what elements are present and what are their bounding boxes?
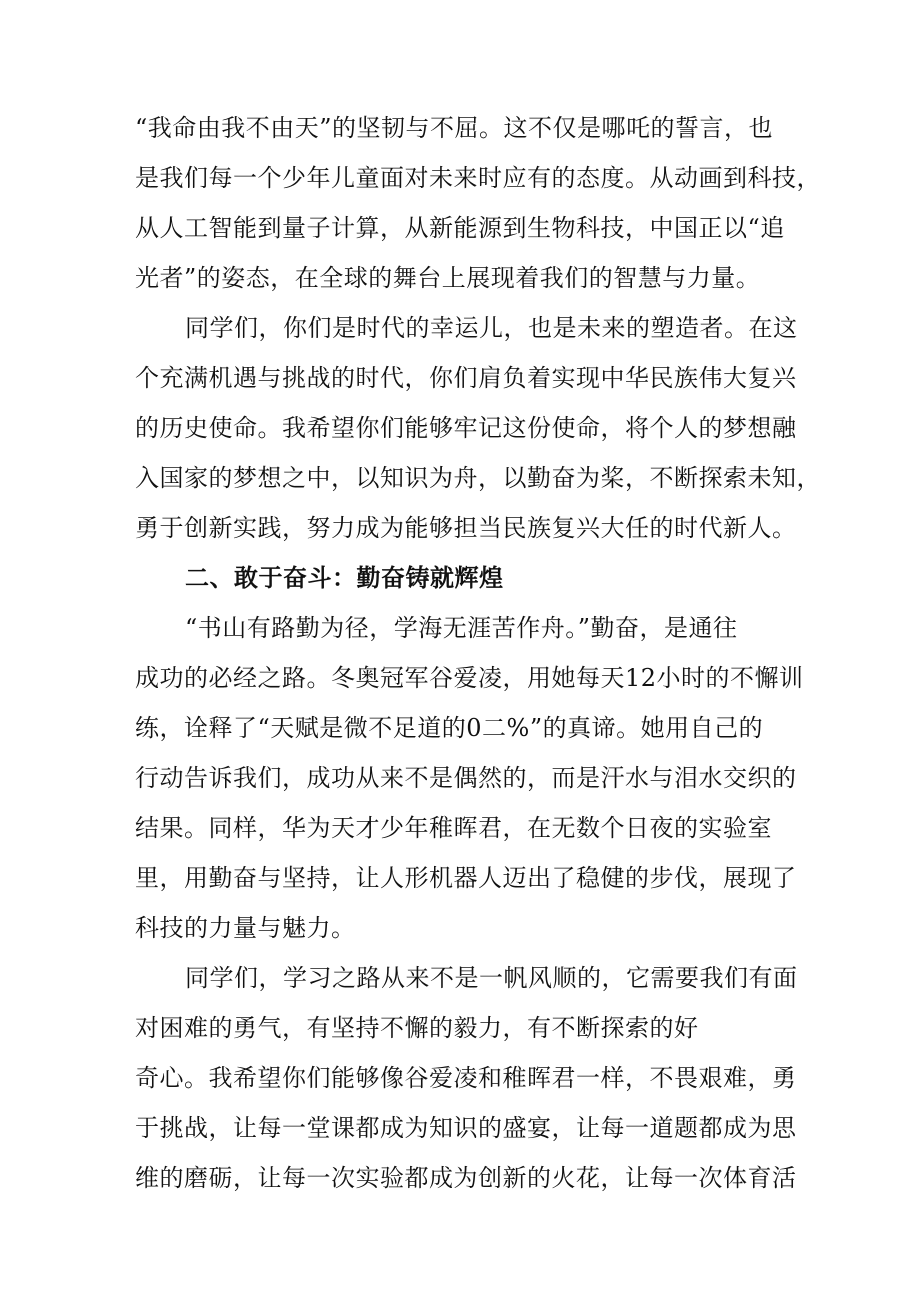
text-line-20: 奇心。我希望你们能够像谷爱凌和稚晖君一样，不畏艰难，勇 bbox=[135, 1064, 797, 1092]
section-heading: 二、敢于奋斗：勤奋铸就辉煌 bbox=[185, 563, 504, 592]
text-line-19: 对困难的勇气，有坚持不懈的毅力，有不断探索的好 bbox=[135, 1014, 699, 1042]
text-line-5: 同学们，你们是时代的幸运儿，也是未来的塑造者。在这 bbox=[185, 314, 798, 342]
text-line-6: 个充满机遇与挑战的时代，你们肩负着实现中华民族伟大复兴 bbox=[135, 364, 797, 392]
text-line-3: 从人工智能到量子计算，从新能源到生物科技，中国正以“追 bbox=[135, 214, 785, 242]
text-line-18: 同学们，学习之路从来不是一帆风顺的，它需要我们有面 bbox=[185, 964, 798, 992]
text-line-1: “我命由我不由天”的坚韧与不屈。这不仅是哪吒的誓言，也 bbox=[135, 114, 774, 142]
text-line-8: 入国家的梦想之中，以知识为舟，以勤奋为桨，不断探索未知， bbox=[135, 464, 821, 492]
text-line-12: 成功的必经之路。冬奥冠军谷爱凌，用她每天12小时的不懈训 bbox=[135, 664, 804, 692]
text-line-21: 于挑战，让每一堂课都成为知识的盛宴，让每一道题都成为思 bbox=[135, 1114, 797, 1142]
text-line-13: 练，诠释了“天赋是微不足道的0二%”的真谛。她用自己的 bbox=[135, 714, 764, 742]
text-line-17: 科技的力量与魅力。 bbox=[135, 914, 356, 942]
text-line-4: 光者”的姿态，在全球的舞台上展现着我们的智慧与力量。 bbox=[135, 264, 761, 292]
text-line-9: 勇于创新实践，努力成为能够担当民族复兴大任的时代新人。 bbox=[135, 514, 797, 542]
text-line-2: 是我们每一个少年儿童面对未来时应有的态度。从动画到科技， bbox=[135, 164, 821, 192]
text-line-7: 的历史使命。我希望你们能够牢记这份使命，将个人的梦想融 bbox=[135, 414, 797, 442]
text-line-15: 结果。同样，华为天才少年稚晖君，在无数个日夜的实验室 bbox=[135, 814, 772, 842]
text-line-14: 行动告诉我们，成功从来不是偶然的，而是汗水与泪水交织的 bbox=[135, 764, 797, 792]
text-line-11: “书山有路勤为径，学海无涯苦作舟。”勤奋，是通往 bbox=[185, 614, 738, 642]
text-line-22: 维的磨砺，让每一次实验都成为创新的火花，让每一次体育活 bbox=[135, 1164, 797, 1192]
text-line-16: 里，用勤奋与坚持，让人形机器人迈出了稳健的步伐，展现了 bbox=[135, 864, 797, 892]
